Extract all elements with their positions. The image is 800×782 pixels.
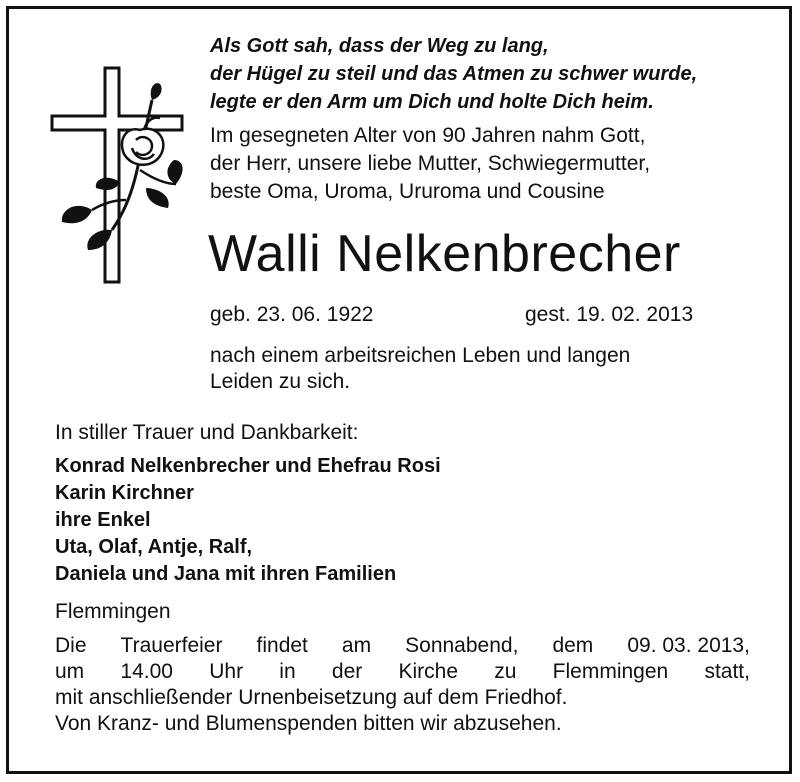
intro-line: der Herr, unsere liebe Mutter, Schwiegermutter, — [210, 152, 651, 175]
service-line-2 — [55, 659, 750, 685]
service-word: 14.00 — [120, 660, 173, 683]
service-details — [55, 633, 750, 737]
service-line-3: mit anschließender Urnenbeisetzung auf dem Friedhof. — [55, 686, 568, 709]
intro-line: beste Oma, Uroma, Ururoma und Cousine — [210, 180, 605, 203]
birth-date: geb. 23. 06. 1922 — [210, 303, 374, 326]
cross-with-rose-icon — [48, 60, 188, 290]
quote-line: der Hügel zu steil und das Atmen zu schwer wurde, — [210, 63, 698, 85]
service-word: 09. 03. 2013, — [627, 634, 750, 657]
family-member: Uta, Olaf, Antje, Ralf, — [55, 536, 253, 558]
quote-block — [210, 32, 697, 116]
intro-block — [210, 122, 650, 206]
service-word: Flemmingen — [552, 660, 669, 683]
service-word: zu — [494, 660, 517, 683]
mourning-label: In stiller Trauer und Dankbarkeit: — [55, 421, 359, 444]
death-date: gest. 19. 02. 2013 — [525, 303, 694, 326]
service-word: am — [341, 634, 372, 657]
service-word: um — [55, 660, 85, 683]
service-line-4: Von Kranz- und Blumenspenden bitten wir abzusehen. — [55, 712, 562, 735]
family-member: Karin Kirchner — [55, 482, 194, 504]
deceased-name: Walli Nelkenbrecher — [208, 225, 681, 283]
service-word: Die — [55, 634, 87, 657]
service-word: findet — [256, 634, 308, 657]
service-word: statt, — [704, 660, 750, 683]
closing-line: Leiden zu sich. — [210, 370, 351, 393]
family-member: Daniela und Jana mit ihren Familien — [55, 563, 397, 585]
service-word: in — [279, 660, 296, 683]
family-member: ihre Enkel — [55, 509, 151, 531]
service-word: Sonnabend, — [405, 634, 519, 657]
closing-line: nach einem arbeitsreichen Leben und langen — [210, 344, 631, 367]
place-name: Flemmingen — [55, 600, 171, 623]
service-word: Trauerfeier — [120, 634, 223, 657]
intro-line: Im gesegneten Alter von 90 Jahren nahm Gott, — [210, 124, 646, 147]
service-word: der — [331, 660, 363, 683]
quote-line: legte er den Arm um Dich und holte Dich heim. — [210, 91, 654, 113]
closing-phrase — [210, 343, 630, 395]
family-list — [55, 453, 441, 588]
service-word: Kirche — [398, 660, 459, 683]
service-line-1 — [55, 633, 750, 659]
family-member: Konrad Nelkenbrecher und Ehefrau Rosi — [55, 455, 441, 477]
service-word: dem — [552, 634, 594, 657]
quote-line: Als Gott sah, dass der Weg zu lang, — [210, 35, 549, 57]
service-word: Uhr — [209, 660, 244, 683]
